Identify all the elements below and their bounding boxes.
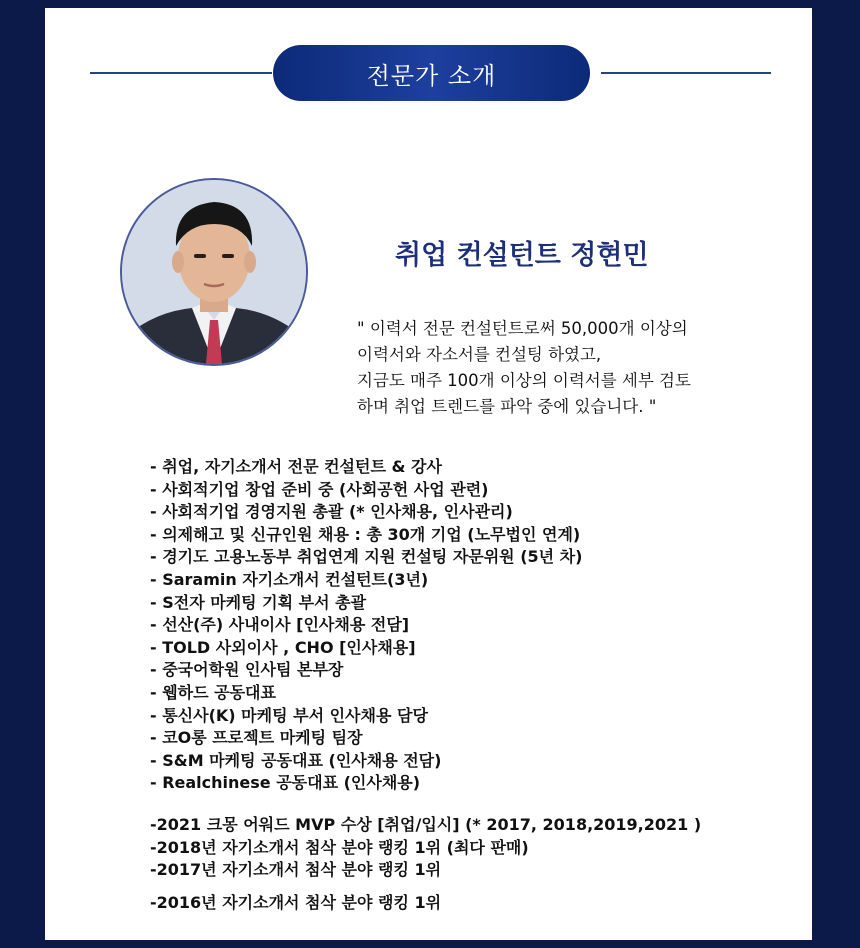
section-title: 전문가 소개 xyxy=(273,45,590,101)
consultant-photo xyxy=(120,178,308,366)
awards-list xyxy=(150,814,790,914)
career-item: - 선산(주) 사내이사 [인사채용 전담] xyxy=(150,615,410,635)
career-item: - 취업, 자기소개서 전문 컨설턴트 & 강사 xyxy=(150,457,442,476)
career-item: - 웹하드 공동대표 xyxy=(150,682,276,702)
header-divider-right xyxy=(601,72,771,74)
career-item: - 중국어학원 인사팀 본부장 xyxy=(150,660,344,680)
quote-line: 이력서와 자소서를 컨설팅 하였고, xyxy=(357,345,602,364)
career-item: - 코O롱 프로젝트 마케팅 팀장 xyxy=(150,728,363,748)
profile-card xyxy=(45,8,812,940)
career-item: - S&M 마케팅 공동대표 (인사채용 전담) xyxy=(150,750,442,770)
person-portrait-icon xyxy=(122,180,306,364)
career-item: - 통신사(K) 마케팅 부서 인사채용 담당 xyxy=(150,705,428,725)
consultant-quote xyxy=(357,316,777,420)
consultant-name: 취업 컨설턴트 정현민 xyxy=(395,240,649,271)
career-item: - Saramin 자기소개서 컨설턴트(3년) xyxy=(150,569,429,589)
career-item: - Realchinese 공동대표 (인사채용) xyxy=(150,773,421,793)
career-list xyxy=(150,456,790,795)
career-item: - S전자 마케팅 기획 부서 총괄 xyxy=(150,592,367,612)
career-item: - 경기도 고용노동부 취업연계 지원 컨설팅 자문위원 (5년 차) xyxy=(150,547,583,567)
quote-line: 지금도 매주 100개 이상의 이력서를 세부 검토 xyxy=(357,371,691,390)
award-item: -2017년 자기소개서 첨삭 분야 랭킹 1위 xyxy=(150,860,442,880)
header-divider-left xyxy=(90,72,272,74)
award-item: -2016년 자기소개서 첨삭 분야 랭킹 1위 xyxy=(150,892,442,912)
career-item: - 사회적기업 창업 준비 중 (사회공헌 사업 관련) xyxy=(150,479,489,499)
award-item: -2018년 자기소개서 첨삭 분야 랭킹 1위 (최다 판매) xyxy=(150,837,529,857)
career-item: - 사회적기업 경영지원 총괄 (* 인사채용, 인사관리) xyxy=(150,502,513,522)
quote-line: " 이력서 전문 컨설턴트로써 50,000개 이상의 xyxy=(357,319,688,338)
career-item: - TOLD 사외이사 , CHO [인사채용] xyxy=(150,637,416,657)
quote-line: 하며 취업 트렌드를 파악 중에 있습니다. " xyxy=(357,397,657,416)
award-item: -2021 크몽 어워드 MVP 수상 [취업/입시] (* 2017, 2018,2019,2021 ) xyxy=(150,815,702,834)
career-item: - 의제해고 및 신규인원 채용 : 총 30개 기업 (노무법인 연계) xyxy=(150,524,581,544)
